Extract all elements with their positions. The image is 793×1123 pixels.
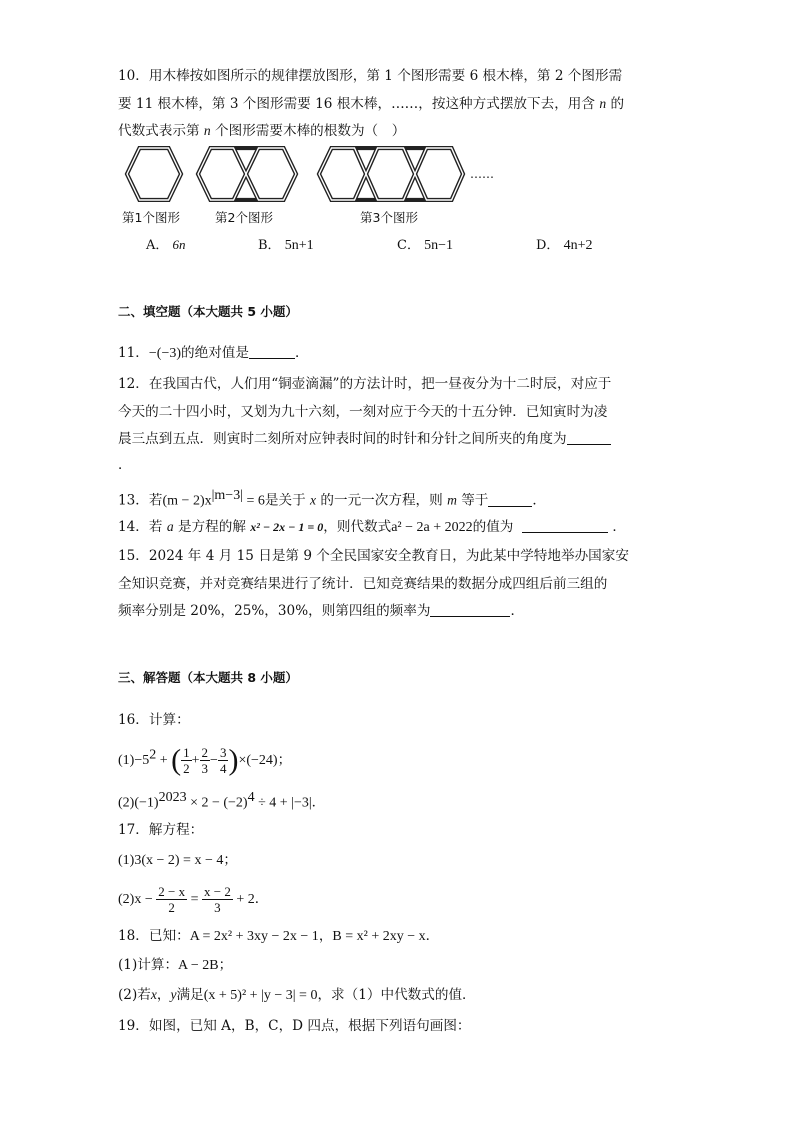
answer-blank[interactable] [567, 430, 611, 445]
q12-line2: 今天的二十四小时，又划为九十六刻，一刻对应于今天的十五分钟．已知寅时为凌 [118, 404, 608, 420]
answer-blank[interactable] [249, 344, 295, 359]
caption-figure-3: 第3个图形 [360, 210, 418, 225]
q15-line1: 15．2024 年 4 月 15 日是第 9 个全民国家安全教育日，为此某中学特地举办国家安 [118, 548, 629, 564]
q18-part1: (1)计算：A − 2B； [118, 957, 233, 973]
pattern-ellipsis: …… [470, 167, 494, 181]
q13: 13．若$(m - 2)x^{|m-3|} = 6$是关于 x 的一元一次方程，则 m 等于 ． [118, 488, 546, 509]
q17-title: 17．解方程： [118, 822, 204, 838]
q10-line2: 要 11 根木棒，第 3 个图形需要 16 根木棒，……，按这种方式摆放下去，用含 n 的 [118, 96, 625, 112]
q18-part2: (2)若x，y满足(x + 5)² + |y − 3| = 0，求（1）中代数式的值． [118, 987, 476, 1003]
option-c[interactable]: C． 5n−1 [397, 238, 453, 253]
q16-title: 16．计算： [118, 712, 190, 728]
hexagon-figure-3 [316, 146, 466, 202]
q14: 14．若 a 是方程的解 x² − 2x − 1 = 0，则代数式a² − 2a + 2022的值为 ． [118, 519, 626, 535]
caption-figure-2: 第2个图形 [215, 210, 273, 225]
q12-line3: 晨三点到五点．则寅时二刻所对应钟表时间的时针和分针之间所夹的角度为 [118, 429, 611, 449]
q18-line1: 18．已知：A = 2x² + 3xy − 2x − 1，B = x² + 2xy − x． [118, 928, 440, 944]
q17-part2: (2)x − $\frac{2 - x}{2}$ = $\frac{x - 2}{3}$ + 2． [118, 884, 269, 915]
section-solution-heading: 三、解答题（本大题共 8 小题） [118, 670, 298, 685]
q10-line3: 代数式表示第 n 个图形需要木棒的根数为（ ） [118, 123, 406, 139]
q16-part1: $(1)-5^2$ + ( $\frac{1}{2}$ + $\frac{2}{3}$ − $\frac{3}{4}$ )×(−24)； [118, 743, 292, 777]
q17-part1: (1)3(x − 2) = x − 4； [118, 852, 237, 868]
hexagon-figure-2 [195, 146, 299, 202]
q10-line1: 10．用木棒按如图所示的规律摆放图形，第 1 个图形需要 6 根木棒，第 2 个图形需 [118, 68, 623, 84]
option-a[interactable]: A． 6n [146, 237, 186, 253]
q12-line4: ． [118, 457, 132, 473]
q15-line3: 频率分别是 20%，25%，30%，则第四组的频率为 ． [118, 603, 525, 619]
answer-blank[interactable] [522, 518, 608, 533]
section-fill-blank-heading: 二、填空题（本大题共 5 小题） [118, 304, 298, 319]
q11: 11．−(−3)的绝对值是 ． [118, 345, 309, 361]
q12-line1: 12．在我国古代，人们用“铜壶滴漏”的方法计时，把一昼夜分为十二时辰，对应于 [118, 376, 612, 392]
q19-line1: 19．如图，已知 A，B，C，D 四点，根据下列语句画图： [118, 1018, 471, 1034]
q15-line2: 全知识竞赛，并对竞赛结果进行了统计．已知竞赛结果的数据分成四组后前三组的 [118, 576, 608, 592]
answer-blank[interactable] [430, 602, 510, 617]
option-b[interactable]: B． 5n+1 [258, 238, 314, 253]
caption-figure-1: 第1个图形 [122, 210, 180, 225]
option-d[interactable]: D． 4n+2 [536, 238, 593, 253]
answer-blank[interactable] [488, 492, 532, 507]
hexagon-figure-1 [124, 146, 184, 202]
q16-part2: $(2)(-1)^{2023} \times 2 - (-2)^4 \div 4 + |-3|$． [118, 790, 326, 811]
